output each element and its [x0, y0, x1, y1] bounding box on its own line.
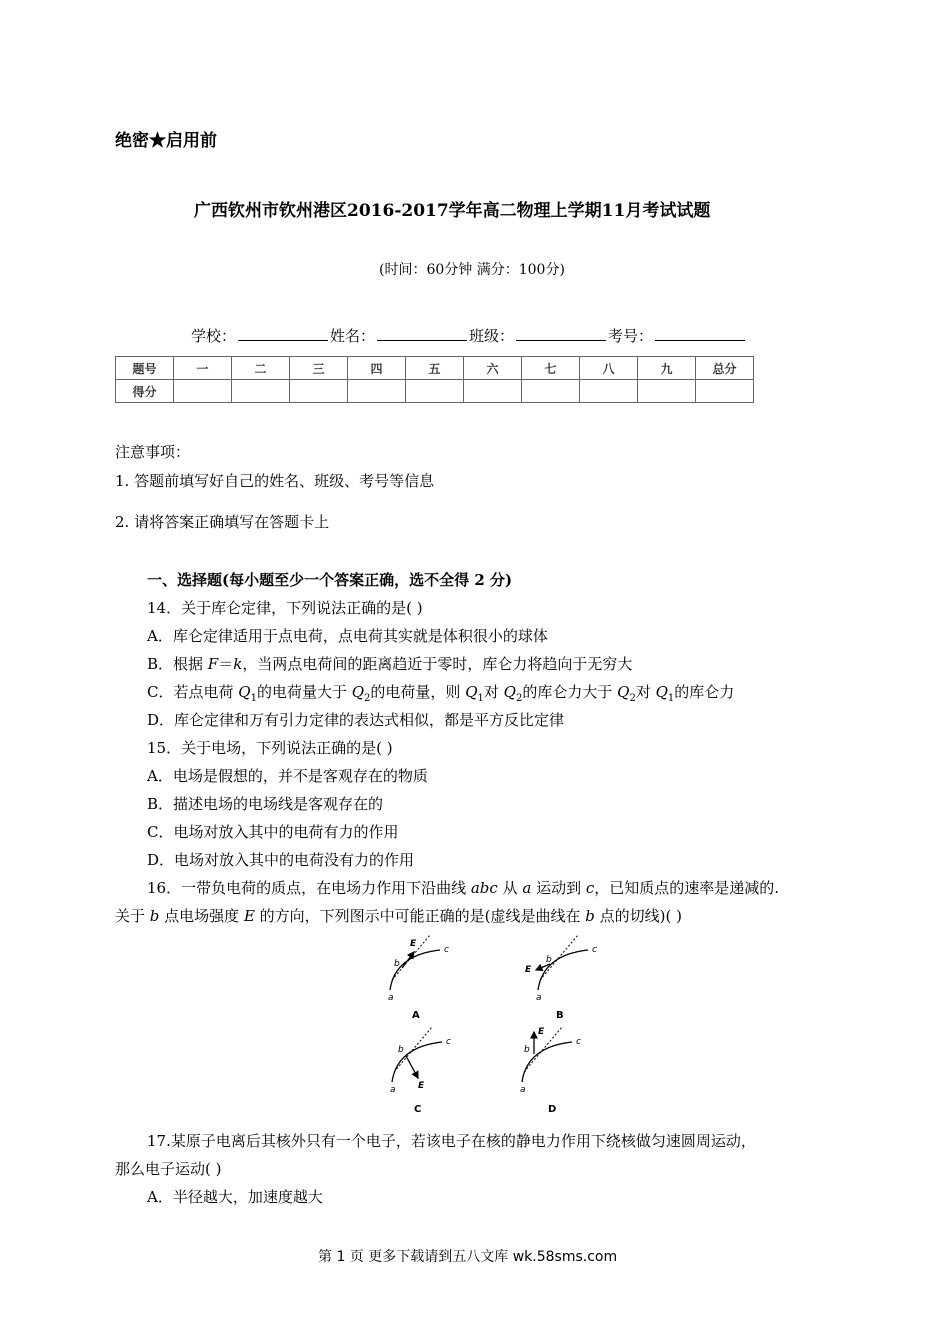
panel-a-label: A — [412, 1010, 420, 1021]
score-table-score-row — [116, 380, 754, 403]
q16-stem-line2 — [115, 905, 682, 926]
score-cell-header: 六 — [464, 357, 522, 380]
score-cell-header: 五 — [406, 357, 464, 380]
score-cell[interactable] — [580, 380, 638, 403]
q14-c-text: C．若点电荷 — [147, 683, 239, 701]
q15-option-c: C．电场对放入其中的电荷有力的作用 — [147, 823, 399, 841]
q14-stem: 14．关于库仑定律，下列说法正确的是( ) — [147, 599, 423, 617]
score-cell[interactable] — [638, 380, 696, 403]
q14-b-text: B．根据 — [147, 655, 208, 673]
field-e-label: E — [525, 965, 532, 975]
q14-c-text: 对 — [483, 683, 504, 701]
score-cell[interactable] — [232, 380, 290, 403]
q16-text: 的方向，下列图示中可能正确的是(虚线是曲线在 — [254, 907, 586, 925]
q16-text: 关于 — [115, 907, 150, 925]
point-a-label: a — [390, 1085, 396, 1095]
time-info: (时间：60分钟 满分：100分) — [379, 262, 565, 278]
formula-f: F — [207, 655, 219, 673]
q16-text: 从 — [497, 879, 523, 897]
score-cell-header: 九 — [638, 357, 696, 380]
score-cell[interactable] — [290, 380, 348, 403]
q16-var: E — [243, 907, 255, 925]
point-a-label: a — [388, 993, 394, 1003]
notes-item-1: 1. 答题前填写好自己的姓名、班级、考号等信息 — [115, 472, 435, 490]
score-cell-header: 题号 — [116, 357, 174, 380]
q16-stem-line1 — [147, 877, 779, 898]
q16-text: 点的切线)( ) — [594, 907, 682, 925]
score-cell[interactable] — [348, 380, 406, 403]
score-table-header-row — [116, 357, 754, 380]
field-e-label: E — [410, 939, 417, 949]
class-label: 班级： — [469, 327, 515, 345]
school-label: 学校： — [191, 327, 237, 345]
point-c-label: c — [576, 1037, 581, 1047]
score-cell-header: 三 — [290, 357, 348, 380]
q14-option-c: C．若点电荷 $Q_1$的电荷量大于 $Q_2$的电荷量，则 $Q_1$对 $Q_2$的库仑力大于 $Q_2$对 $Q_1$的库仑力 — [147, 683, 735, 704]
class-field[interactable] — [516, 326, 606, 341]
q16-var: b — [149, 907, 160, 925]
score-cell-header: 总分 — [696, 357, 754, 380]
panel-a — [388, 935, 449, 1021]
score-cell[interactable] — [696, 380, 754, 403]
panel-b-label: B — [556, 1010, 564, 1021]
panel-d-label: D — [548, 1104, 557, 1115]
q16-var: a — [522, 879, 532, 897]
name-field[interactable] — [377, 326, 467, 341]
q15-stem: 15．关于电场，下列说法正确的是( ) — [147, 739, 393, 757]
panel-d — [520, 1027, 581, 1115]
score-cell[interactable] — [406, 380, 464, 403]
score-table — [115, 356, 754, 403]
section-heading: 一、选择题(每小题至少一个答案正确，选不全得 2 分) — [147, 571, 513, 589]
point-b-label: b — [546, 955, 552, 965]
q16-var: abc — [470, 879, 498, 897]
q15-option-d: D．电场对放入其中的电荷没有力的作用 — [147, 851, 415, 869]
q14-c-text: 的电荷量，则 — [370, 683, 466, 701]
score-cell[interactable] — [174, 380, 232, 403]
name-label: 姓名： — [330, 327, 376, 345]
q14-option-d: D．库仑定律和万有引力定律的表达式相似，都是平方反比定律 — [147, 711, 565, 729]
info-line — [191, 325, 747, 346]
panel-c — [390, 1027, 451, 1115]
q17-stem-line1: 17.某原子电离后其核外只有一个电子，若该电子在核的静电力作用下绕核做匀速圆周运动， — [147, 1132, 756, 1150]
q14-option-b — [147, 653, 632, 674]
q14-c-text: 对 — [635, 683, 656, 701]
point-b-label: b — [398, 1045, 404, 1055]
q17-stem-line2: 那么电子运动( ) — [115, 1160, 222, 1178]
point-a-label: a — [536, 993, 542, 1003]
panel-c-label: C — [414, 1104, 422, 1115]
score-cell-header: 七 — [522, 357, 580, 380]
field-e-label: E — [418, 1081, 425, 1091]
score-cell[interactable] — [464, 380, 522, 403]
q14-c-text: 的库仑力大于 — [522, 683, 618, 701]
notes-heading: 注意事项： — [115, 443, 191, 461]
point-a-label: a — [520, 1085, 526, 1095]
score-cell[interactable] — [522, 380, 580, 403]
point-c-label: c — [592, 945, 597, 955]
page-title: 广西钦州市钦州港区2016-2017学年高二物理上学期11月考试试题 — [194, 201, 711, 221]
score-cell-header: 一 — [174, 357, 232, 380]
exam-no-field[interactable] — [655, 326, 745, 341]
formula-eq: ＝ — [218, 655, 234, 673]
q16-var: b — [585, 907, 595, 925]
q16-text: ，已知质点的速率是递减的. — [594, 879, 780, 897]
q14-c-text: 的电荷量大于 — [256, 683, 352, 701]
exam-no-label: 考号： — [608, 327, 654, 345]
point-b-label: b — [524, 1045, 530, 1055]
q16-text: 16．一带负电荷的质点，在电场力作用下沿曲线 — [147, 879, 471, 897]
q14-c-text: 的库仑力 — [674, 683, 735, 701]
formula-k: k — [233, 655, 243, 673]
q14-b-text: ，当两点电荷间的距离趋近于零时，库仑力将趋向于无穷大 — [242, 655, 633, 673]
q16-text: 运动到 — [531, 879, 586, 897]
page-footer: 第 1 页 更多下载请到五八文库 wk.58sms.com — [318, 1249, 618, 1265]
school-field[interactable] — [238, 326, 328, 341]
score-row-label: 得分 — [116, 380, 174, 403]
field-e-label: E — [538, 1027, 545, 1037]
panel-b — [525, 935, 597, 1021]
score-cell-header: 二 — [232, 357, 290, 380]
q15-option-a: A．电场是假想的，并不是客观存在的物质 — [147, 767, 428, 785]
q16-var: c — [585, 879, 595, 897]
q15-option-b: B．描述电场的电场线是客观存在的 — [147, 795, 384, 813]
secret-label: 绝密★启用前 — [115, 131, 217, 151]
point-c-label: c — [446, 1037, 451, 1047]
point-b-label: b — [394, 959, 400, 969]
notes-item-2: 2. 请将答案正确填写在答题卡上 — [115, 513, 330, 531]
q16-figure — [370, 930, 610, 1120]
score-cell-header: 八 — [580, 357, 638, 380]
score-cell-header: 四 — [348, 357, 406, 380]
q17-option-a: A．半径越大，加速度越大 — [147, 1188, 323, 1206]
point-c-label: c — [444, 945, 449, 955]
q16-text: 点电场强度 — [159, 907, 244, 925]
q14-option-a: A．库仑定律适用于点电荷，点电荷其实就是体积很小的球体 — [147, 627, 548, 645]
